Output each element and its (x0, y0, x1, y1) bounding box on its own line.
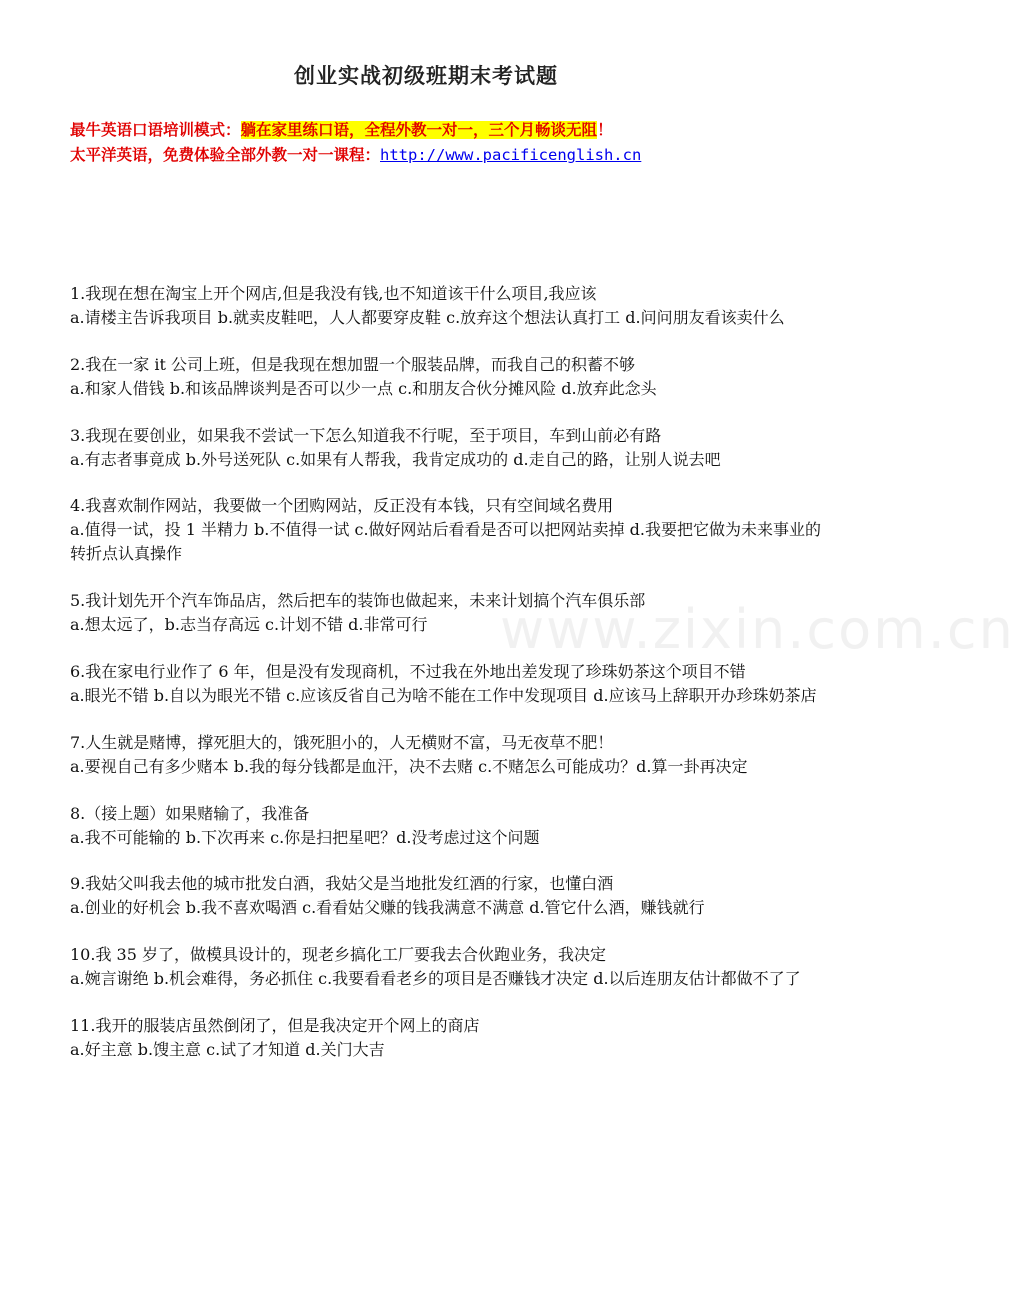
promo-highlight-1: 躺在家里练口语， (240, 121, 365, 139)
watermark: www.zixin.com.cn (500, 598, 1015, 661)
question-options: a.婉言谢绝 b.机会难得，务必抓住 c.我要看看老乡的项目是否赚钱才决定 d.以后连朋友估计都做不了了 (70, 969, 801, 989)
promo-line2-prefix: 太平洋英语，免费体验全部外教一对一课程： (70, 146, 381, 164)
promo-highlight-2: 全程外教一对一， (364, 121, 489, 139)
question-item (70, 589, 830, 637)
question-item (70, 282, 830, 330)
question-text: 9.我姑父叫我去他的城市批发白酒，我姑父是当地批发红酒的行家，也懂白酒 (70, 874, 614, 894)
question-options: a.我不可能输的 b.下次再来 c.你是扫把星吧？d.没考虑过这个问题 (70, 827, 540, 847)
question-text: 8.（接上题）如果赌输了，我准备 (70, 803, 310, 823)
question-text: 3.我现在要创业，如果我不尝试一下怎么知道我不行呢，至于项目，车到山前必有路 (70, 425, 662, 445)
question-options: a.好主意 b.馊主意 c.试了才知道 d.关门大吉 (70, 1039, 385, 1059)
question-item (70, 943, 830, 991)
question-item (70, 1014, 830, 1062)
question-options: a.有志者事竟成 b.外号送死队 c.如果有人帮我，我肯定成功的 d.走自己的路，让别人说去吧 (70, 449, 721, 469)
question-text: 7.人生就是赌博，撑死胆大的，饿死胆小的，人无横财不富，马无夜草不肥！ (70, 732, 614, 752)
promo-line1-suffix: ！ (597, 121, 613, 139)
question-options: a.眼光不错 b.自以为眼光不错 c.应该反省自己为啥不能在工作中发现项目 d.应该马上辞职开办珍珠奶茶店 (70, 685, 817, 705)
question-text: 4.我喜欢制作网站，我要做一个团购网站，反正没有本钱，只有空间域名费用 (70, 496, 614, 516)
promo-line1-prefix: 最牛英语口语培训模式： (70, 121, 241, 139)
question-item (70, 802, 830, 850)
question-options: a.值得一试，投 1 半精力 b.不值得一试 c.做好网站后看看是否可以把网站卖掉 d.我要把它做为未来事业的转折点认真操作 (70, 520, 821, 564)
question-options: a.请楼主告诉我项目 b.就卖皮鞋吧，人人都要穿皮鞋 c.放弃这个想法认真打工 d.问问朋友看该卖什么 (70, 308, 785, 327)
question-options: a.创业的好机会 b.我不喜欢喝酒 c.看看姑父赚的钱我满意不满意 d.管它什么酒，赚钱就行 (70, 898, 705, 918)
question-options: a.想太远了，b.志当存高远 c.计划不错 d.非常可行 (70, 615, 428, 635)
question-options: a.和家人借钱 b.和该品牌谈判是否可以少一点 c.和朋友合伙分摊风险 d.放弃此念头 (70, 378, 657, 398)
promo-line-1 (70, 118, 850, 143)
question-text: 1.我现在想在淘宝上开个网店,但是我没有钱,也不知道该干什么项目,我应该 (70, 284, 597, 303)
page-title: 创业实战初级班期末考试题 (294, 64, 558, 88)
question-text: 11.我开的服装店虽然倒闭了，但是我决定开个网上的商店 (70, 1015, 480, 1035)
question-item (70, 872, 830, 920)
promo-banner (70, 118, 850, 168)
question-item (70, 353, 830, 401)
question-item (70, 424, 830, 472)
question-options: a.要视自己有多少赌本 b.我的每分钱都是血汗，决不去赌 c.不赌怎么可能成功？d.算一卦再决定 (70, 756, 748, 776)
question-item (70, 494, 830, 566)
promo-link[interactable]: http://www.pacificenglish.cn (380, 146, 642, 164)
question-text: 2.我在一家 it 公司上班，但是我现在想加盟一个服装品牌，而我自己的积蓄不够 (70, 354, 635, 374)
promo-line-2 (70, 143, 850, 168)
question-list (70, 282, 830, 1085)
promo-highlight-3: 三个月畅谈无阻 (488, 121, 598, 139)
question-item (70, 660, 830, 708)
question-text: 5.我计划先开个汽车饰品店，然后把车的装饰也做起来，未来计划搞个汽车俱乐部 (70, 591, 646, 611)
question-item (70, 731, 830, 779)
question-text: 6.我在家电行业作了 6 年，但是没有发现商机，不过我在外地出差发现了珍珠奶茶这个项目不错 (70, 661, 746, 681)
question-text: 10.我 35 岁了，做模具设计的，现老乡搞化工厂要我去合伙跑业务，我决定 (70, 945, 606, 965)
